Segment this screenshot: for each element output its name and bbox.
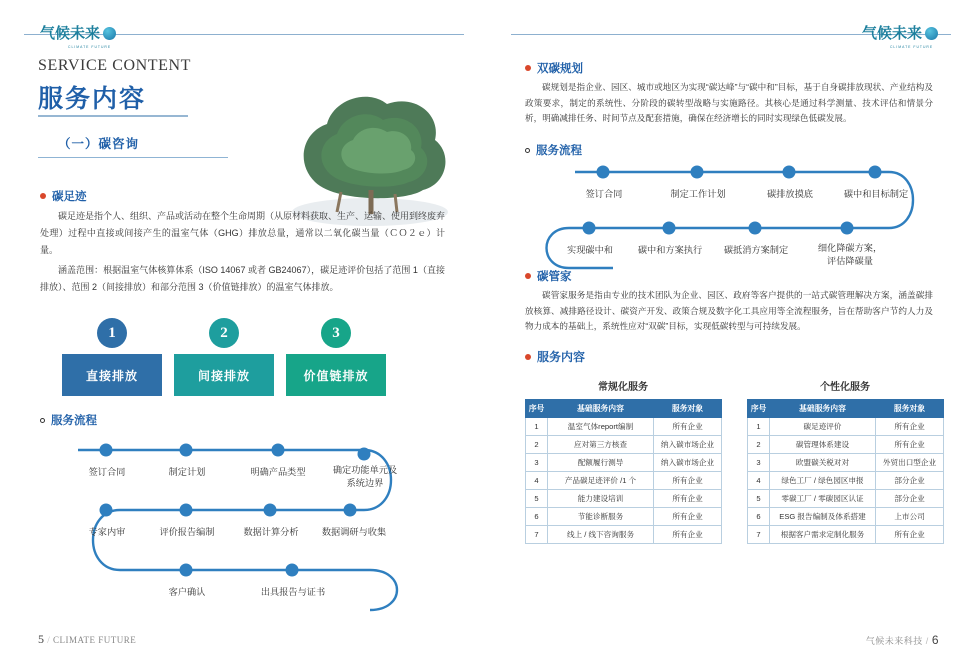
table-row — [526, 526, 722, 544]
heading-service-flow-left — [40, 412, 97, 428]
table-row — [748, 508, 944, 526]
table-row — [526, 472, 722, 490]
table-header-row — [526, 400, 722, 418]
table-row — [526, 436, 722, 454]
cell-service: 欧盟碳关税对对 — [770, 454, 876, 472]
cell-service: 产品碳足迹评价 /1 个 — [548, 472, 654, 490]
heading-service-flow-right — [525, 142, 582, 158]
heading-service-content-right — [525, 348, 585, 365]
cell-index: 5 — [748, 490, 770, 508]
flow-diagram-left — [34, 432, 454, 622]
brand-name-en: CLIMATE FUTURE — [68, 45, 112, 49]
bullet-dot-icon — [40, 418, 45, 423]
column-header: 服务对象 — [876, 400, 944, 418]
flow-step-label: 细化降碳方案， 评估降碳量 — [817, 243, 883, 266]
flow-step-label: 客户确认 — [168, 587, 206, 597]
column-header: 序号 — [748, 400, 770, 418]
table-row — [748, 418, 944, 436]
card-label: 价值链排放 — [286, 354, 386, 396]
heading-label: 双碳规划 — [537, 63, 583, 75]
emission-scope-cards — [62, 318, 386, 396]
card-label: 间接排放 — [174, 354, 274, 396]
cell-target: 外贸出口型企业 — [876, 454, 944, 472]
footer-brand: CLIMATE FUTURE — [53, 635, 137, 645]
cell-index: 2 — [526, 436, 548, 454]
flow-step-label: 明确产品类型 — [250, 467, 306, 477]
cell-index: 7 — [526, 526, 548, 544]
footer-right: 气候未来科技 / 6 — [865, 633, 939, 647]
custom-services-table — [747, 399, 944, 544]
table-caption: 个性化服务 — [820, 382, 870, 393]
column-header: 服务对象 — [654, 400, 722, 418]
table-row — [748, 436, 944, 454]
heading-carbon-steward — [525, 268, 572, 284]
cell-target: 所有企业 — [876, 526, 944, 544]
standard-services-table — [525, 399, 722, 544]
card-scope-2 — [174, 318, 274, 396]
cell-target: 所有企业 — [876, 418, 944, 436]
cell-target: 所有企业 — [654, 418, 722, 436]
table-row — [526, 508, 722, 526]
section-title-cn: 服务内容 — [38, 85, 147, 113]
flow-step-label: 出具报告与证书 — [260, 587, 326, 597]
cell-service: 能力建设培训 — [548, 490, 654, 508]
card-number: 2 — [209, 318, 239, 348]
cell-service: 温室气体report编制 — [548, 418, 654, 436]
cell-service: 应对第三方核查 — [548, 436, 654, 454]
card-scope-1 — [62, 318, 162, 396]
flow-step-label: 签订合同 — [585, 189, 623, 199]
flow-step-label: 碳排放摸底 — [767, 189, 813, 199]
bullet-dot-icon — [525, 65, 531, 71]
cell-index: 3 — [526, 454, 548, 472]
column-header: 基础服务内容 — [770, 400, 876, 418]
cell-target: 所有企业 — [876, 436, 944, 454]
cell-service: 绿色工厂 / 绿色园区申报 — [770, 472, 876, 490]
cell-target: 所有企业 — [654, 508, 722, 526]
brand-logo-right — [861, 22, 939, 49]
flow-step-label: 评价报告编制 — [159, 527, 215, 537]
flow-step-label: 专家内审 — [88, 527, 126, 537]
paragraph-steward: 碳管家服务是指由专业的技术团队为企业、园区、政府等客户提供的一站式碳管理解决方案，涵盖碳排放核算、减排路径设计、碳资产开发、政策合规及数字化工具应用等全流程服务，旨在帮助客户节约人力及物力成本的基础上，系统性应对“双碳”目标，实现低碳转型与可持续发展。 — [525, 290, 933, 331]
cell-target: 部分企业 — [876, 490, 944, 508]
subsection-title: （一）碳咨询 — [58, 137, 140, 151]
card-number: 3 — [321, 318, 351, 348]
cell-index: 1 — [526, 418, 548, 436]
cell-index: 4 — [526, 472, 548, 490]
brand-logo-left — [40, 22, 117, 49]
subsection-divider — [38, 157, 228, 158]
cell-service: 根据客户需求定制化服务 — [770, 526, 876, 544]
cell-service: 零碳工厂 / 零碳园区认证 — [770, 490, 876, 508]
cell-index: 3 — [748, 454, 770, 472]
flow-step-label: 数据调研与收集 — [321, 527, 387, 537]
cell-service: 线上 / 线下咨询服务 — [548, 526, 654, 544]
card-scope-3 — [286, 318, 386, 396]
card-label: 直接排放 — [62, 354, 162, 396]
bullet-dot-icon — [525, 273, 531, 279]
flow-step-label: 碳中和目标制定 — [843, 189, 909, 199]
paragraph-footprint-1: 碳足迹是指个人、组织、产品或活动在整个生命周期（从原材料获取、生产、运输、使用到终废弃处理）过程中直接或间接产生的温室气体（GHG）排放总量，通常以二氧化碳当量（ＣＯ２ｅ）计量。 — [40, 211, 446, 255]
cell-index: 4 — [748, 472, 770, 490]
brand-name-en: CLIMATE FUTURE — [889, 45, 934, 49]
cell-target: 上市公司 — [876, 508, 944, 526]
cell-target: 所有企业 — [654, 490, 722, 508]
heading-dual-carbon-plan — [525, 60, 583, 76]
cell-service: 碳管理体系建设 — [770, 436, 876, 454]
heading-carbon-footprint — [40, 188, 87, 204]
cell-target: 部分企业 — [876, 472, 944, 490]
bullet-dot-icon — [525, 148, 530, 153]
heading-label: 服务流程 — [51, 415, 97, 427]
flow-diagram-right — [517, 160, 947, 290]
cell-index: 2 — [748, 436, 770, 454]
table-row — [748, 490, 944, 508]
bullet-dot-icon — [40, 193, 46, 199]
bullet-dot-icon — [525, 354, 531, 360]
table-caption: 常规化服务 — [598, 382, 648, 393]
table-row — [526, 490, 722, 508]
flow-step-label: 签订合同 — [88, 467, 126, 477]
title-divider — [38, 115, 188, 117]
brand-name-cn: 气候未来 — [861, 25, 922, 42]
cell-index: 6 — [526, 508, 548, 526]
brand-name-cn: 气候未来 — [40, 25, 101, 42]
cell-target: 所有企业 — [654, 472, 722, 490]
section-title-en: SERVICE CONTENT — [38, 57, 192, 74]
globe-icon — [103, 27, 116, 40]
service-tables — [525, 378, 943, 544]
column-header: 序号 — [526, 400, 548, 418]
table-row — [748, 526, 944, 544]
cell-target: 纳入碳市场企业 — [654, 436, 722, 454]
table-row — [526, 454, 722, 472]
table-row — [526, 418, 722, 436]
table-standard-services — [525, 378, 721, 544]
paragraph-footprint-2: 涵盖范围：根据温室气体核算体系（ISO 14067 或者 GB24067），碳足迹评价包括了范围 1（直接排放）、范围 2（间接排放）和部分范围 3（价值链排放）的温室气体排放。 — [40, 265, 445, 292]
page-right — [487, 0, 975, 667]
cell-service: ESG 报告编制及体系搭建 — [770, 508, 876, 526]
flow-step-label: 制定计划 — [168, 467, 206, 477]
heading-label: 碳管家 — [537, 271, 572, 283]
cell-service: 配额履行测导 — [548, 454, 654, 472]
flow-step-label: 实现碳中和 — [567, 245, 613, 255]
footer-brand: 气候未来科技 — [865, 636, 923, 646]
cell-service: 碳足迹评价 — [770, 418, 876, 436]
cell-target: 所有企业 — [654, 526, 722, 544]
cell-index: 1 — [748, 418, 770, 436]
page-number: 6 — [931, 633, 939, 647]
globe-icon — [925, 27, 938, 40]
flow-step-label: 碳中和方案执行 — [637, 245, 703, 255]
heading-label: 碳足迹 — [52, 191, 87, 203]
table-row — [748, 472, 944, 490]
footer-left: 5 / CLIMATE FUTURE — [38, 632, 137, 646]
flow-step-label: 碳抵消方案制定 — [723, 245, 789, 255]
table-custom-services — [747, 378, 943, 544]
heading-label: 服务流程 — [536, 145, 582, 157]
heading-label: 服务内容 — [537, 350, 586, 364]
column-header: 基础服务内容 — [548, 400, 654, 418]
flow-step-label: 确定功能单元及 系统边界 — [332, 465, 398, 488]
cell-service: 节能诊断服务 — [548, 508, 654, 526]
cell-index: 6 — [748, 508, 770, 526]
card-number: 1 — [97, 318, 127, 348]
paragraph-plan: 碳规划是指企业、园区、城市或地区为实现“碳达峰”与“碳中和”目标，基于自身碳排放现状、产业结构及政策要求，制定的系统性、分阶段的碳转型战略与实施路径。其核心是通过科学测量、技术评估和情景分析，明确减排任务、时间节点及配套措施，确保在经济增长的同时实现绿色低碳发展。 — [525, 82, 933, 123]
cell-index: 7 — [748, 526, 770, 544]
flow-step-label: 制定工作计划 — [670, 189, 726, 199]
table-row — [748, 454, 944, 472]
page-left — [0, 0, 487, 667]
cell-target: 纳入碳市场企业 — [654, 454, 722, 472]
flow-step-label: 数据计算分析 — [243, 527, 299, 537]
table-header-row — [748, 400, 944, 418]
cell-index: 5 — [526, 490, 548, 508]
page-number: 5 — [38, 632, 45, 646]
